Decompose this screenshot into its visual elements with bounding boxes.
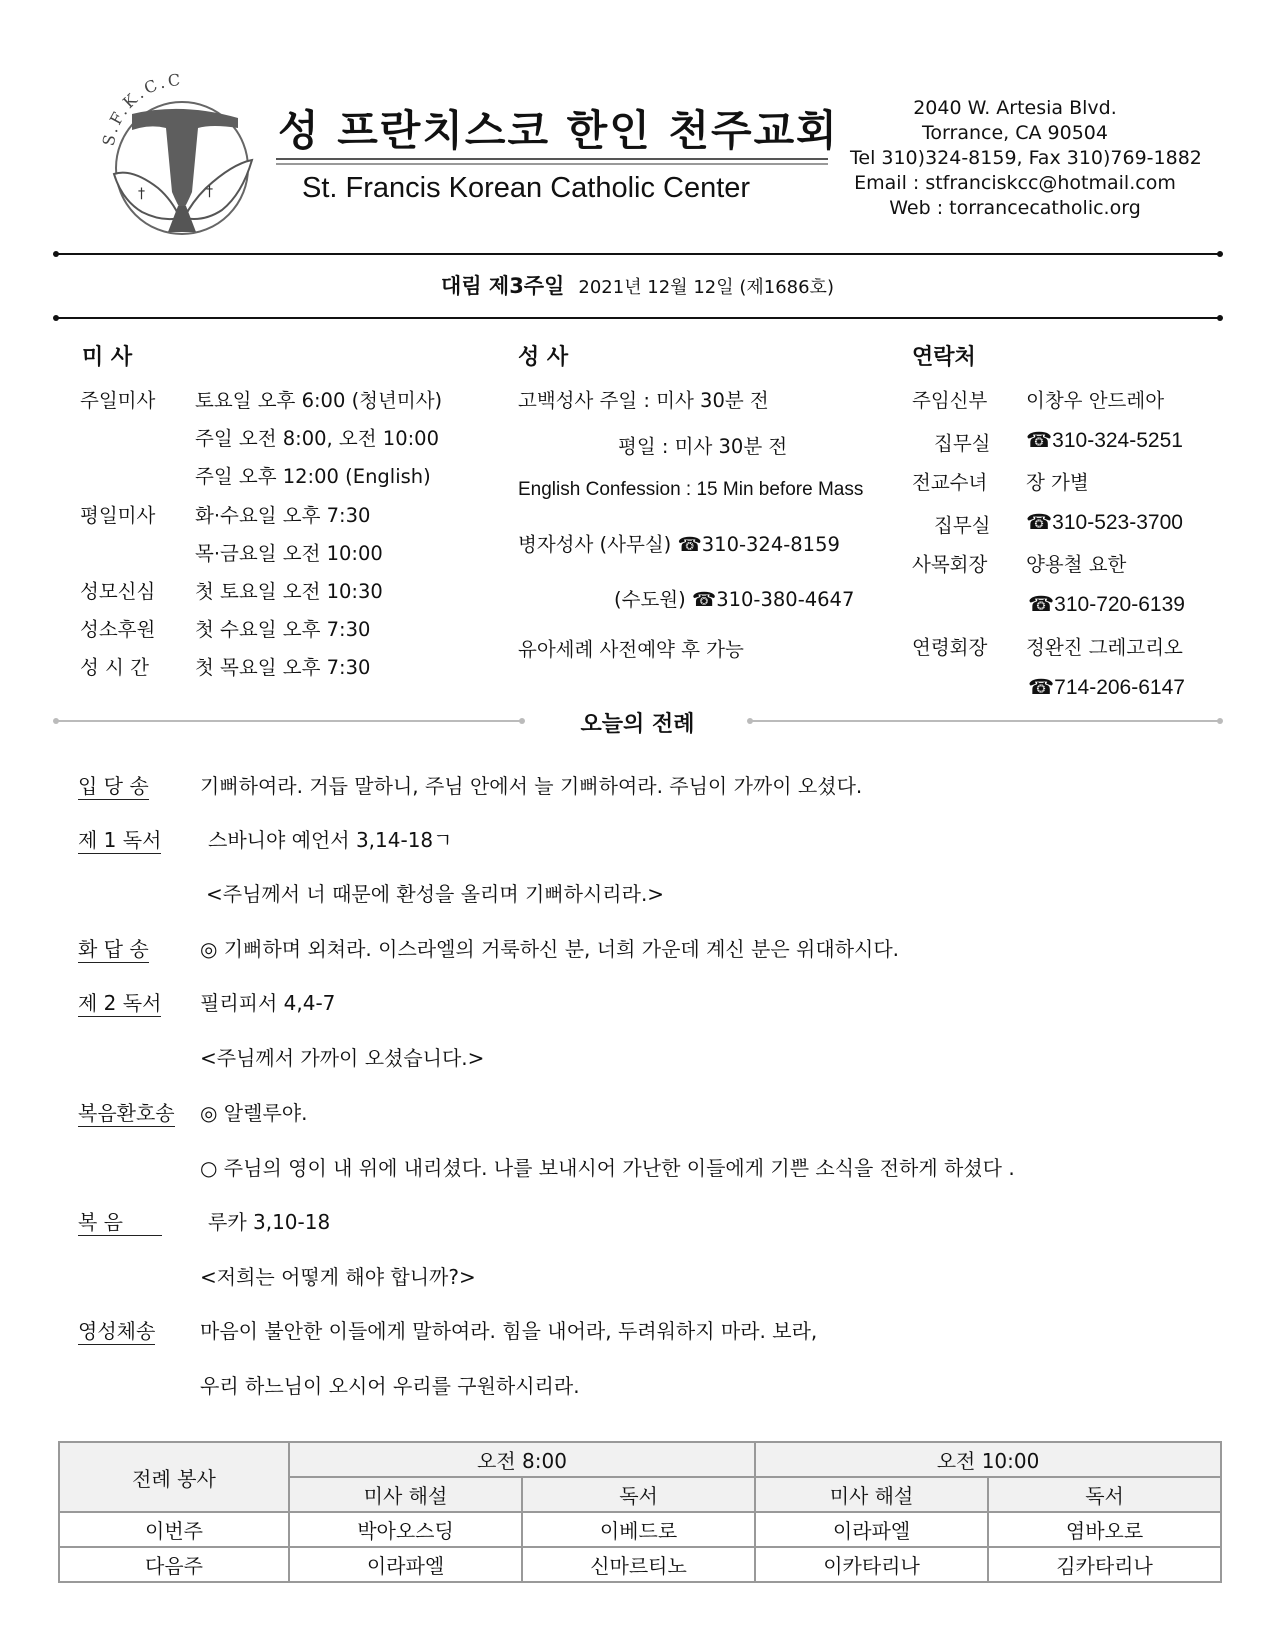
section-rule bbox=[56, 317, 1220, 319]
mass-label: 성모신심 bbox=[80, 580, 156, 603]
mass-time: 토요일 오후 6:00 (청년미사) bbox=[195, 389, 443, 412]
table-cell: 이카타리나 bbox=[755, 1547, 988, 1582]
table-cell: 김카타리나 bbox=[988, 1547, 1221, 1582]
mass-time: 목·금요일 오전 10:00 bbox=[195, 542, 383, 565]
table-cell: 이베드로 bbox=[522, 1512, 755, 1547]
first-reading-theme: <주님께서 너 때문에 환성을 올리며 기뻐하시리라.> bbox=[206, 882, 665, 906]
alleluia-verse: ○ 주님의 영이 내 위에 내리셨다. 나를 보내시어 가난한 이들에게 기쁜 소식을 전하게 하셨다 . bbox=[200, 1156, 1015, 1180]
second-reading: 필리피서 4,4-7 bbox=[200, 991, 336, 1015]
contact-label: 집무실 bbox=[934, 432, 991, 455]
row-label: 이번주 bbox=[59, 1512, 289, 1547]
address-line: 2040 W. Artesia Blvd. bbox=[913, 97, 1117, 119]
commentator-header: 미사 해설 bbox=[289, 1477, 522, 1512]
service-corner: 전례 봉사 bbox=[59, 1442, 289, 1512]
row-label: 다음주 bbox=[59, 1547, 289, 1582]
contact-heading: 연락처 bbox=[912, 345, 976, 370]
mass-time: 첫 수요일 오후 7:30 bbox=[195, 618, 371, 641]
pastor-name: 이창우 안드레아 bbox=[1026, 389, 1165, 412]
table-cell: 이라파엘 bbox=[289, 1547, 522, 1582]
contact-label: 집무실 bbox=[934, 514, 991, 537]
church-logo bbox=[92, 72, 262, 242]
phone-fax: Tel 310)324-8159, Fax 310)769-1882 bbox=[850, 147, 1202, 169]
sister-name: 장 가별 bbox=[1026, 471, 1089, 494]
psalm-label: 화 답 송 bbox=[78, 937, 149, 961]
mass-time: 주일 오후 12:00 (English) bbox=[195, 465, 431, 488]
funeral-president-phone: ☎714-206-6147 bbox=[1028, 676, 1185, 699]
entrance-label: 입 당 송 bbox=[78, 774, 149, 798]
confession-weekday: 평일 : 미사 30분 전 bbox=[618, 435, 788, 458]
mass-label: 평일미사 bbox=[80, 504, 156, 527]
top-rule bbox=[56, 253, 1220, 255]
contact-label: 연령회장 bbox=[912, 636, 988, 659]
website-url: Web : torrancecatholic.org bbox=[889, 197, 1141, 219]
first-reading-label: 제 1 독서 bbox=[78, 828, 162, 852]
issue-date: 2021년 12월 12일 (제1686호) bbox=[578, 277, 834, 298]
first-reading: 스바니야 예언서 3,14-18ㄱ bbox=[208, 828, 453, 852]
entrance-antiphon: 기뻐하여라. 거듭 말하니, 주님 안에서 늘 기뻐하여라. 주님이 가까이 오셨다. bbox=[200, 774, 863, 798]
address-line: Torrance, CA 90504 bbox=[922, 122, 1108, 144]
liturgical-sunday: 대림 제3주일 bbox=[441, 274, 565, 298]
mass-8am-header: 오전 8:00 bbox=[289, 1442, 755, 1477]
mass-time: 첫 목요일 오후 7:30 bbox=[195, 656, 371, 679]
liturgy-heading: 오늘의 전례 bbox=[580, 712, 695, 737]
mass-label: 성소후원 bbox=[80, 618, 156, 641]
table-cell: 박아오스딩 bbox=[289, 1512, 522, 1547]
svg-text:†: † bbox=[206, 184, 213, 200]
infant-baptism: 유아세례 사전예약 후 가능 bbox=[518, 638, 744, 661]
mass-label: 주일미사 bbox=[80, 389, 156, 412]
english-confession: English Confession : 15 Min before Mass bbox=[518, 479, 864, 500]
table-cell: 염바오로 bbox=[988, 1512, 1221, 1547]
title-divider bbox=[276, 158, 828, 160]
alleluia: ◎ 알렐루야. bbox=[200, 1101, 308, 1125]
issue-line bbox=[0, 270, 1275, 300]
logo-text: S.F.K.C.C bbox=[98, 72, 184, 148]
gospel-theme: <저희는 어떻게 해야 합니까?> bbox=[200, 1265, 476, 1289]
contact-label: 사목회장 bbox=[912, 553, 988, 576]
church-address bbox=[850, 96, 1202, 221]
anointing-office: 병자성사 (사무실) ☎310-324-8159 bbox=[518, 533, 840, 556]
email-address: Email : stfranciskcc@hotmail.com bbox=[854, 172, 1176, 194]
funeral-president-name: 정완진 그레고리오 bbox=[1026, 636, 1183, 659]
gospel-reading: 루카 3,10-18 bbox=[208, 1210, 331, 1234]
table-row bbox=[59, 1512, 1221, 1547]
mass-10am-header: 오전 10:00 bbox=[755, 1442, 1221, 1477]
liturgy-service-table bbox=[58, 1441, 1222, 1583]
gospel-label: 복 음 bbox=[78, 1209, 162, 1236]
responsorial-psalm: ◎ 기뻐하며 외쳐라. 이스라엘의 거룩하신 분, 너희 가운데 계신 분은 위대하시다. bbox=[200, 937, 900, 961]
table-row bbox=[59, 1547, 1221, 1582]
alleluia-label: 복음환호송 bbox=[78, 1101, 175, 1125]
second-reading-label: 제 2 독서 bbox=[78, 991, 162, 1015]
communion-antiphon-cont: 우리 하느님이 오시어 우리를 구원하시리라. bbox=[200, 1374, 580, 1398]
mass-time: 화·수요일 오후 7:30 bbox=[195, 504, 371, 527]
communion-antiphon: 마음이 불안한 이들에게 말하여라. 힘을 내어라, 두려워하지 마라. 보라, bbox=[200, 1319, 818, 1343]
mass-label: 성 시 간 bbox=[80, 656, 149, 679]
second-reading-theme: <주님께서 가까이 오셨습니다.> bbox=[200, 1046, 485, 1070]
sacrament-heading: 성 사 bbox=[518, 345, 569, 370]
contact-label: 전교수녀 bbox=[912, 471, 988, 494]
commentator-header: 미사 해설 bbox=[755, 1477, 988, 1512]
pastor-phone: ☎310-324-5251 bbox=[1026, 429, 1183, 452]
contact-label: 주임신부 bbox=[912, 389, 988, 412]
lector-header: 독서 bbox=[522, 1477, 755, 1512]
council-president-phone: ☎310-720-6139 bbox=[1028, 593, 1185, 616]
church-name-korean: 성 프란치스코 한인 천주교회 bbox=[278, 106, 839, 155]
anointing-friary: (수도원) ☎310-380-4647 bbox=[614, 588, 855, 611]
council-president-name: 양용철 요한 bbox=[1026, 553, 1127, 576]
confession-sunday: 고백성사 주일 : 미사 30분 전 bbox=[518, 389, 769, 412]
sister-phone: ☎310-523-3700 bbox=[1026, 511, 1183, 534]
mass-time: 첫 토요일 오전 10:30 bbox=[195, 580, 383, 603]
table-cell: 이라파엘 bbox=[755, 1512, 988, 1547]
communion-label: 영성체송 bbox=[78, 1319, 156, 1343]
svg-text:†: † bbox=[138, 186, 145, 202]
church-name-english: St. Francis Korean Catholic Center bbox=[302, 172, 751, 204]
table-cell: 신마르티노 bbox=[522, 1547, 755, 1582]
mass-time: 주일 오전 8:00, 오전 10:00 bbox=[195, 427, 439, 450]
mass-heading: 미 사 bbox=[82, 345, 133, 370]
lector-header: 독서 bbox=[988, 1477, 1221, 1512]
title-divider bbox=[276, 163, 828, 165]
